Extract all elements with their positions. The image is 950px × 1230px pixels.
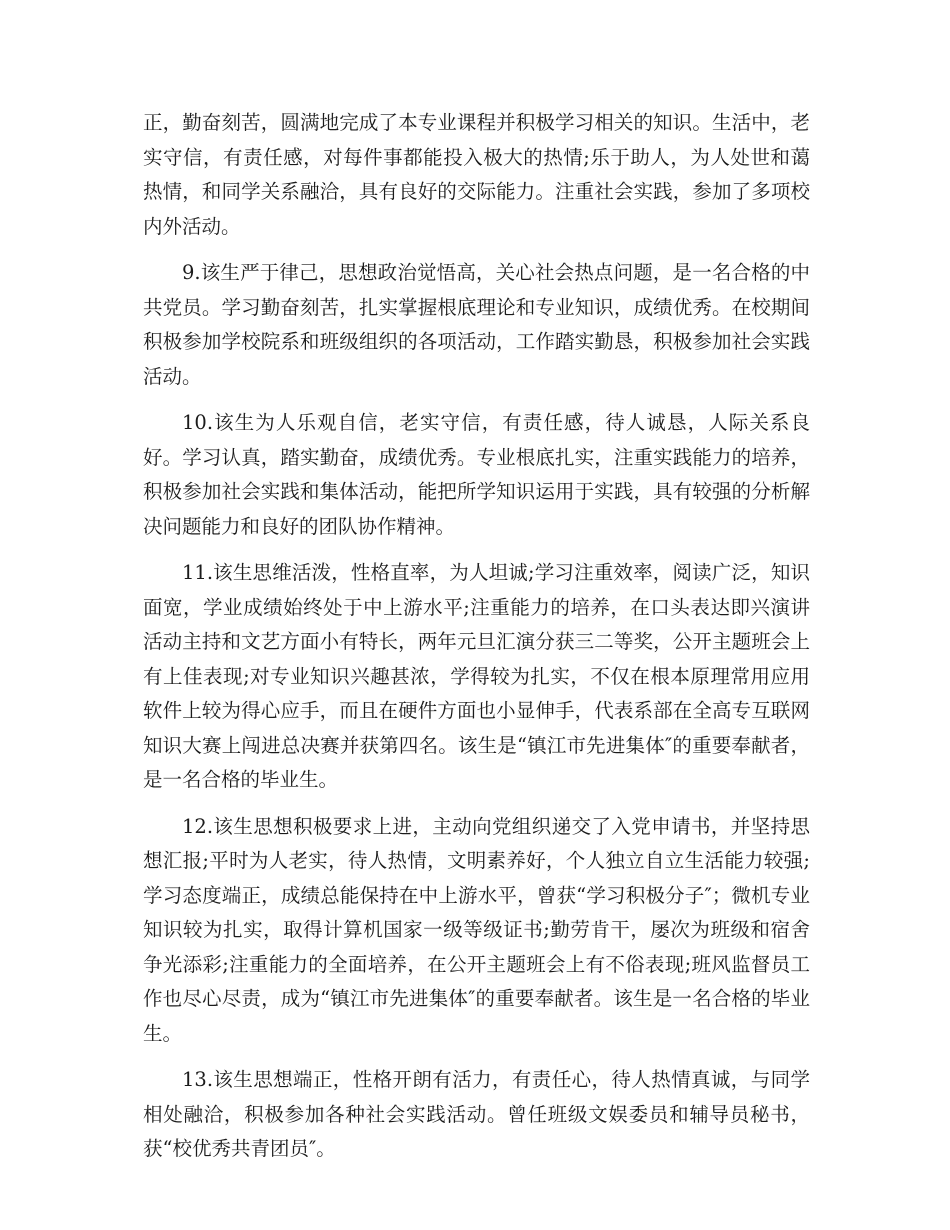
paragraph-item-10: 10.该生为人乐观自信，老实守信，有责任感，待人诚恳，人际关系良好。学习认真，踏实勤奋，成绩优秀。专业根底扎实，注重实践能力的培养，积极参加社会实践和集体活动，能把所学知识运用于实践，具有较强的分析解决问题能力和良好的团队协作精神。 [143,411,810,538]
paragraph-item-13: 13.该生思想端正，性格开朗有活力，有责任心，待人热情真诚，与同学相处融洽，积极参加各种社会实践活动。曾任班级文娱委员和辅导员秘书，获“校优秀共青团员″。 [143,1068,810,1160]
paragraph-item-11: 11.该生思维活泼，性格直率，为人坦诚;学习注重效率，阅读广泛，知识面宽，学业成绩始终处于中上游水平;注重能力的培养，在口头表达即兴演讲活动主持和文艺方面小有特长，两年元旦汇演分获三二等奖，公开主题班会上有上佳表现;对专业知识兴趣甚浓，学得较为扎实，不仅在根本原理常用应用软件上较为得心应手，而且在硬件方面也小显伸手，代表系部在全高专互联网知识大赛上闯进总决赛并获第四名。该生是“镇江市先进集体″的重要奉献者，是一名合格的毕业生。 [143,561,810,791]
paragraph-item-9: 9.该生严于律己，思想政治觉悟高，关心社会热点问题，是一名合格的中共党员。学习勤奋刻苦，扎实掌握根底理论和专业知识，成绩优秀。在校期间积极参加学校院系和班级组织的各项活动，工作踏实勤恳，积极参加社会实践活动。 [143,261,810,388]
paragraph-item-12: 12.该生思想积极要求上进，主动向党组织递交了入党申请书，并坚持思想汇报;平时为人老实，待人热情，文明素养好，个人独立自立生活能力较强;学习态度端正，成绩总能保持在中上游水平，曾获“学习积极分子″；微机专业知识较为扎实，取得计算机国家一级等级证书;勤劳肯干，屡次为班级和宿舍争光添彩;注重能力的全面培养，在公开主题班会上有不俗表现;班风监督员工作也尽心尽责，成为“镇江市先进集体″的重要奉献者。该生是一名合格的毕业生。 [143,814,810,1045]
paragraph-continuation: 正，勤奋刻苦，圆满地完成了本专业课程并积极学习相关的知识。生活中，老实守信，有责任感，对每件事都能投入极大的热情;乐于助人，为人处世和蔼热情，和同学关系融洽，具有良好的交际能力。注重社会实践，参加了多项校内外活动。 [143,111,810,238]
